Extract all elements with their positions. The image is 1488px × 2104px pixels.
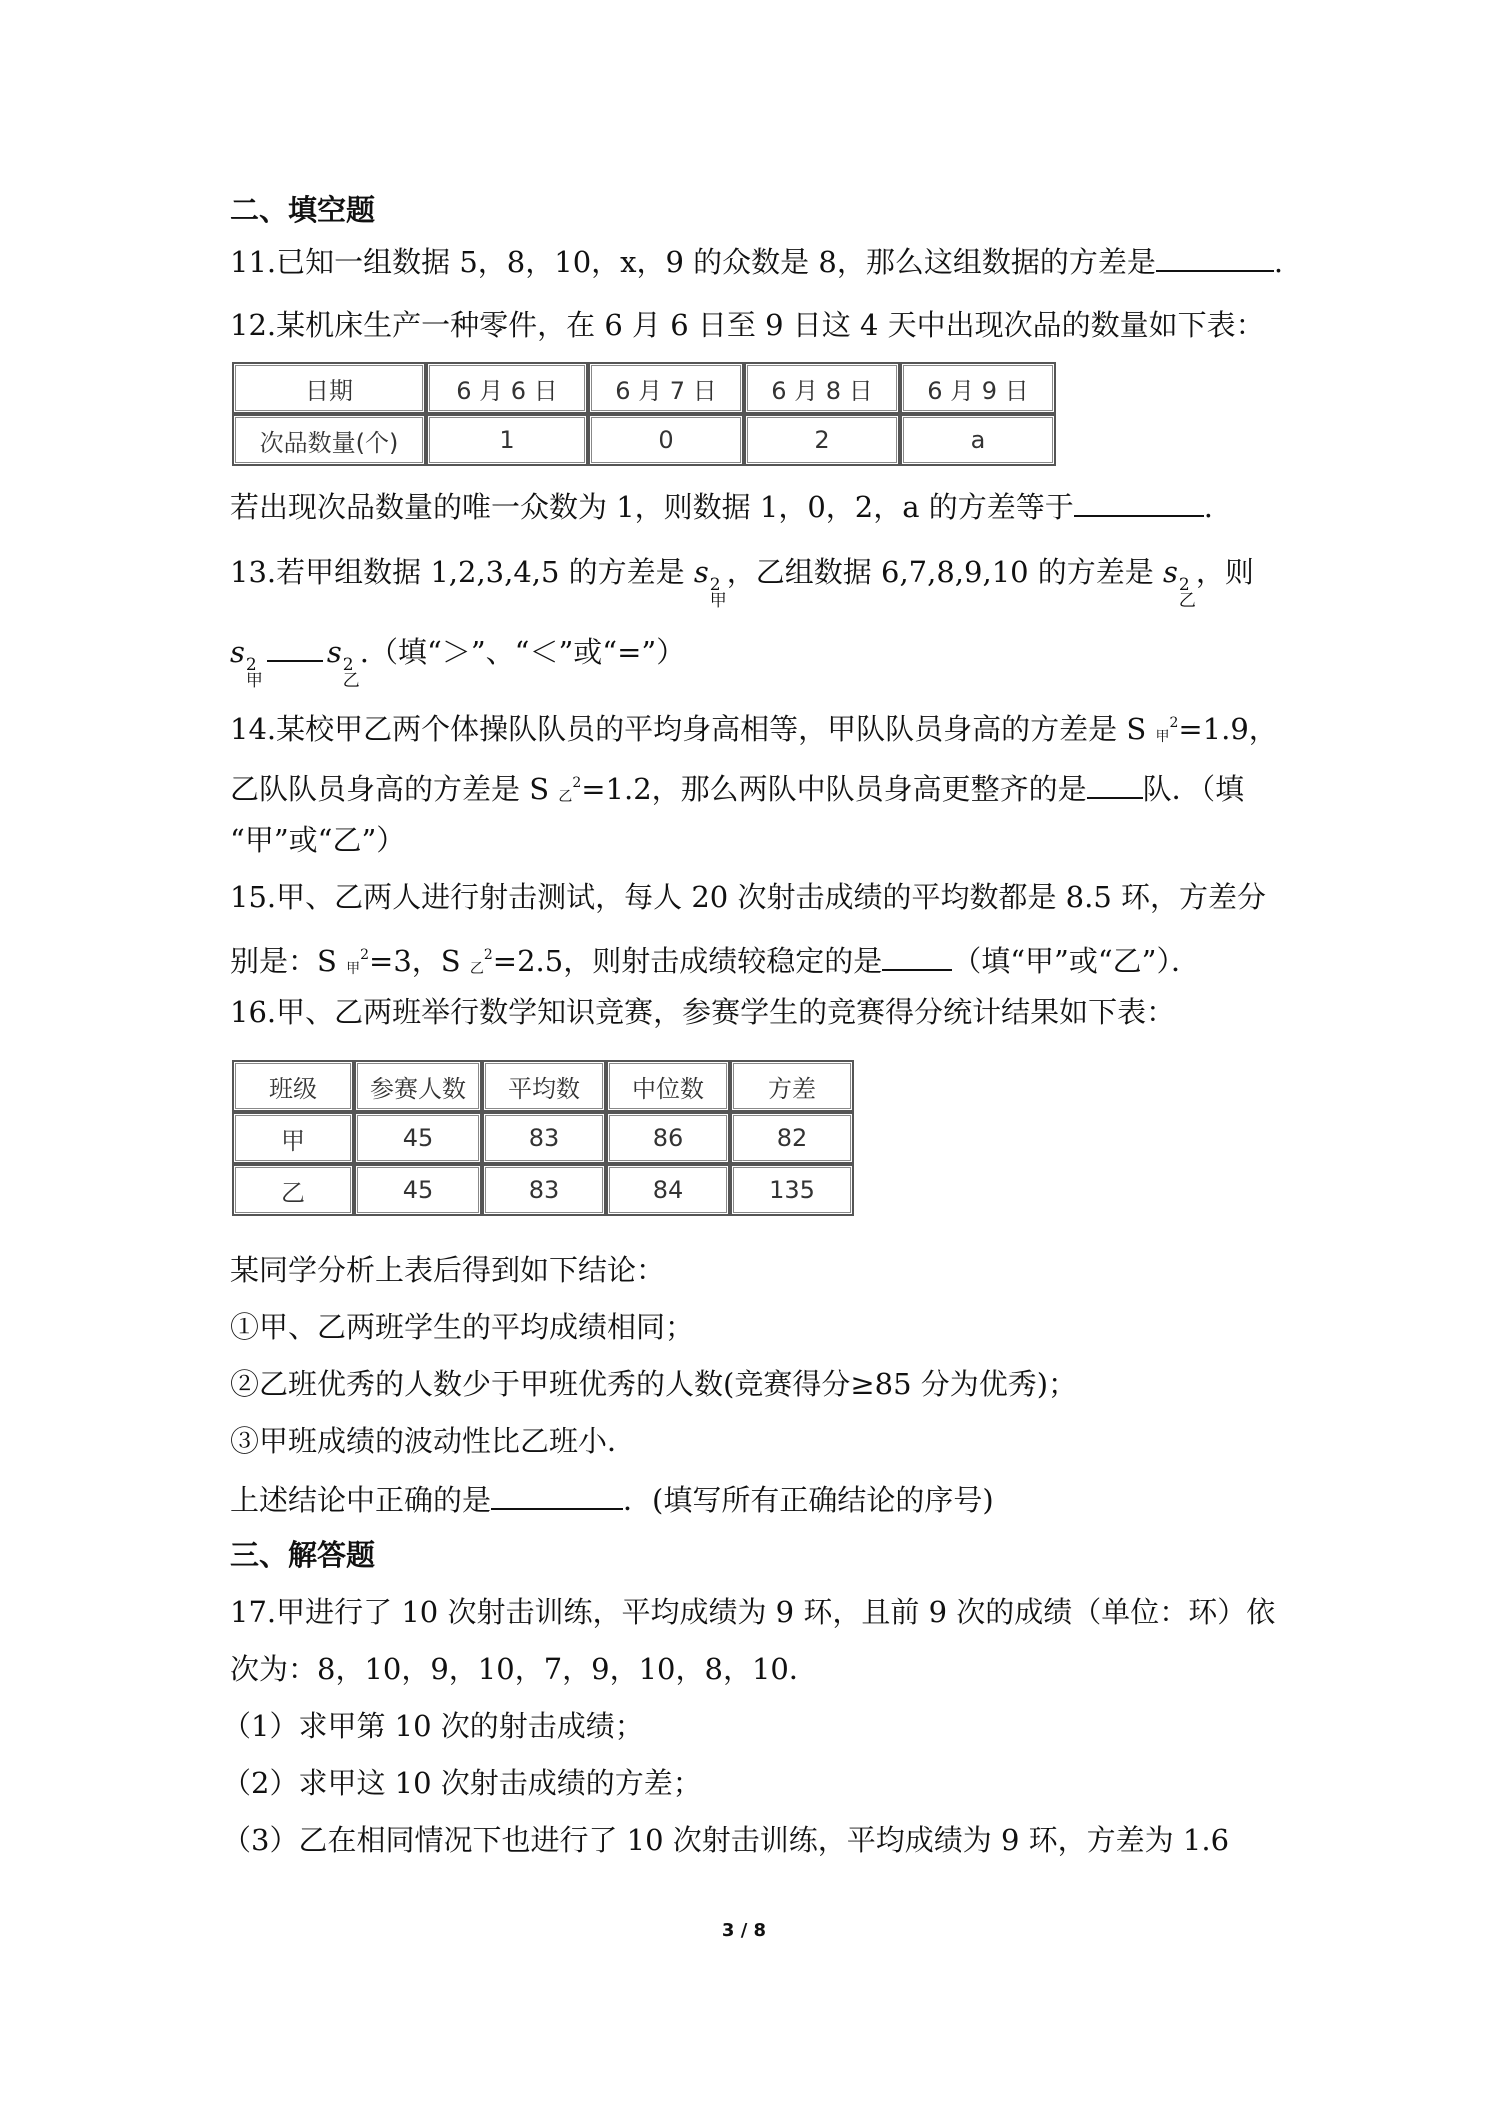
- table-cell: 日期: [232, 362, 426, 414]
- question-17-part1: （1）求甲第 10 次的射击成绩；: [222, 1709, 644, 1743]
- math-script: [246, 657, 263, 689]
- question-text: =3，S: [369, 944, 470, 978]
- question-text: 14.某校甲乙两个体操队队员的平均身高相等，甲队队员身高的方差是 S: [230, 712, 1156, 746]
- question-text: 11.已知一组数据 5，8，10，x，9 的众数是 8，那么这组数据的方差是: [230, 245, 1156, 279]
- table-cell: 83: [482, 1112, 606, 1164]
- math-script: [343, 657, 360, 689]
- table-cell: a: [900, 414, 1056, 466]
- question-11: [230, 240, 1283, 282]
- answer-blank: [267, 630, 323, 662]
- table-row: [232, 1060, 854, 1112]
- math-sub: 乙: [558, 789, 573, 805]
- question-text: 若出现次品数量的唯一众数为 1，则数据 1，0，2，a 的方差等于: [230, 490, 1074, 524]
- table-cell: 6 月 7 日: [588, 362, 744, 414]
- question-14-line2: [230, 763, 1244, 817]
- table-cell: 1: [426, 414, 588, 466]
- question-text: 上述结论中正确的是: [230, 1483, 492, 1517]
- answer-blank: [1087, 767, 1143, 799]
- math-sub: 乙: [469, 961, 484, 977]
- math-sup: 2: [342, 655, 354, 675]
- question-text: 别是：S: [230, 944, 347, 978]
- question-12-ask: [230, 485, 1213, 527]
- question-text: 13.若甲组数据 1,2,3,4,5 的方差是: [230, 555, 694, 589]
- math-script: [1179, 577, 1196, 609]
- table-cell: 45: [354, 1164, 482, 1216]
- question-17: 17.甲进行了 10 次射击训练，平均成绩为 9 环，且前 9 次的成绩（单位：环）依: [230, 1595, 1276, 1629]
- math-sub: 甲: [346, 961, 361, 977]
- table-cell: 86: [606, 1112, 730, 1164]
- question-16-intro: 某同学分析上表后得到如下结论：: [230, 1253, 666, 1287]
- table-cell: 45: [354, 1112, 482, 1164]
- table-row: [232, 1112, 854, 1164]
- question-end: .（填“＞”、“＜”或“=”）: [359, 635, 686, 669]
- math-sup: 2: [1169, 715, 1179, 731]
- question-13: [230, 552, 1254, 609]
- math-s: s: [230, 635, 245, 669]
- math-s: s: [693, 555, 709, 589]
- question-text: （填“甲”或“乙”）．: [952, 944, 1201, 978]
- math-sup: 2: [245, 655, 257, 675]
- question-text: 乙队队员身高的方差是 S: [230, 772, 559, 806]
- answer-blank: [491, 1478, 623, 1510]
- table-cell: 次品数量(个): [232, 414, 426, 466]
- table-cell: 班级: [232, 1060, 354, 1112]
- table-row: [232, 1164, 854, 1216]
- competition-table: [232, 1060, 854, 1216]
- table-cell: 甲: [232, 1112, 354, 1164]
- math-sub: 乙: [1178, 591, 1196, 611]
- table-cell: 82: [730, 1112, 854, 1164]
- table-cell: 2: [744, 414, 900, 466]
- question-end: .: [1203, 490, 1213, 524]
- math-script: [710, 577, 727, 609]
- question-14-line3: “甲”或“乙”）: [230, 823, 406, 857]
- math-sup: 2: [360, 947, 370, 963]
- math-sup: 2: [709, 575, 721, 595]
- table-cell: 6 月 8 日: [744, 362, 900, 414]
- question-end: ．(填写所有正确结论的序号): [623, 1483, 994, 1517]
- question-text: =1.9，: [1178, 712, 1278, 746]
- question-16-ask: [230, 1478, 994, 1520]
- question-12: 12.某机床生产一种零件，在 6 月 6 日至 9 日这 4 天中出现次品的数量如下表：: [230, 308, 1265, 342]
- table-cell: 乙: [232, 1164, 354, 1216]
- section-title-fill-blank: 二、填空题: [230, 193, 376, 227]
- question-text: ，则: [1195, 555, 1254, 589]
- question-14: [230, 703, 1278, 757]
- question-text: =1.2，那么两队中队员身高更整齐的是: [581, 772, 1087, 806]
- table-cell: 方差: [730, 1060, 854, 1112]
- question-15-line2: [230, 935, 1200, 989]
- table-cell: 中位数: [606, 1060, 730, 1112]
- table-cell: 0: [588, 414, 744, 466]
- table-cell: 84: [606, 1164, 730, 1216]
- math-sub: 甲: [245, 671, 263, 691]
- question-17-part2: （2）求甲这 10 次射击成绩的方差；: [222, 1766, 702, 1800]
- answer-blank: [1074, 485, 1204, 517]
- table-row: [232, 414, 1056, 466]
- conclusion-1: ①甲、乙两班学生的平均成绩相同；: [230, 1310, 695, 1344]
- math-sub: 乙: [342, 671, 360, 691]
- page-number: 3 / 8: [721, 1920, 767, 1941]
- math-sup: 2: [1178, 575, 1190, 595]
- math-sub: 甲: [1155, 729, 1170, 745]
- math-sup: 2: [483, 947, 493, 963]
- question-15: 15.甲、乙两人进行射击测试，每人 20 次射击成绩的平均数都是 8.5 环，方差分: [230, 880, 1267, 914]
- math-s: s: [1163, 555, 1178, 589]
- conclusion-2: ②乙班优秀的人数少于甲班优秀的人数(竞赛得分≥85 分为优秀)；: [230, 1367, 1078, 1401]
- table-cell: 参赛人数: [354, 1060, 482, 1112]
- table-cell: 6 月 6 日: [426, 362, 588, 414]
- table-cell: 83: [482, 1164, 606, 1216]
- question-text: 队．（填: [1142, 772, 1245, 806]
- answer-blank: [1156, 240, 1274, 272]
- question-text: ，乙组数据 6,7,8,9,10 的方差是: [726, 555, 1164, 589]
- question-end: .: [1273, 245, 1284, 279]
- question-text: =2.5，则射击成绩较稳定的是: [492, 944, 883, 978]
- answer-blank: [882, 939, 952, 971]
- table-cell: 平均数: [482, 1060, 606, 1112]
- conclusion-3: ③甲班成绩的波动性比乙班小．: [230, 1424, 637, 1458]
- question-16: 16.甲、乙两班举行数学知识竞赛，参赛学生的竞赛得分统计结果如下表：: [230, 995, 1176, 1029]
- math-sup: 2: [572, 775, 582, 791]
- table-cell: 6 月 9 日: [900, 362, 1056, 414]
- math-sub: 甲: [709, 591, 727, 611]
- question-17-line2: 次为：8，10，9，10，7，9，10，8，10．: [230, 1652, 818, 1686]
- defect-table: [232, 362, 1056, 466]
- question-13-line2: [230, 630, 685, 689]
- question-17-part3: （3）乙在相同情况下也进行了 10 次射击训练，平均成绩为 9 环，方差为 1.6: [222, 1823, 1230, 1857]
- table-cell: 135: [730, 1164, 854, 1216]
- section-title-solve: 三、解答题: [230, 1538, 376, 1572]
- table-row: [232, 362, 1056, 414]
- math-s: s: [326, 635, 342, 669]
